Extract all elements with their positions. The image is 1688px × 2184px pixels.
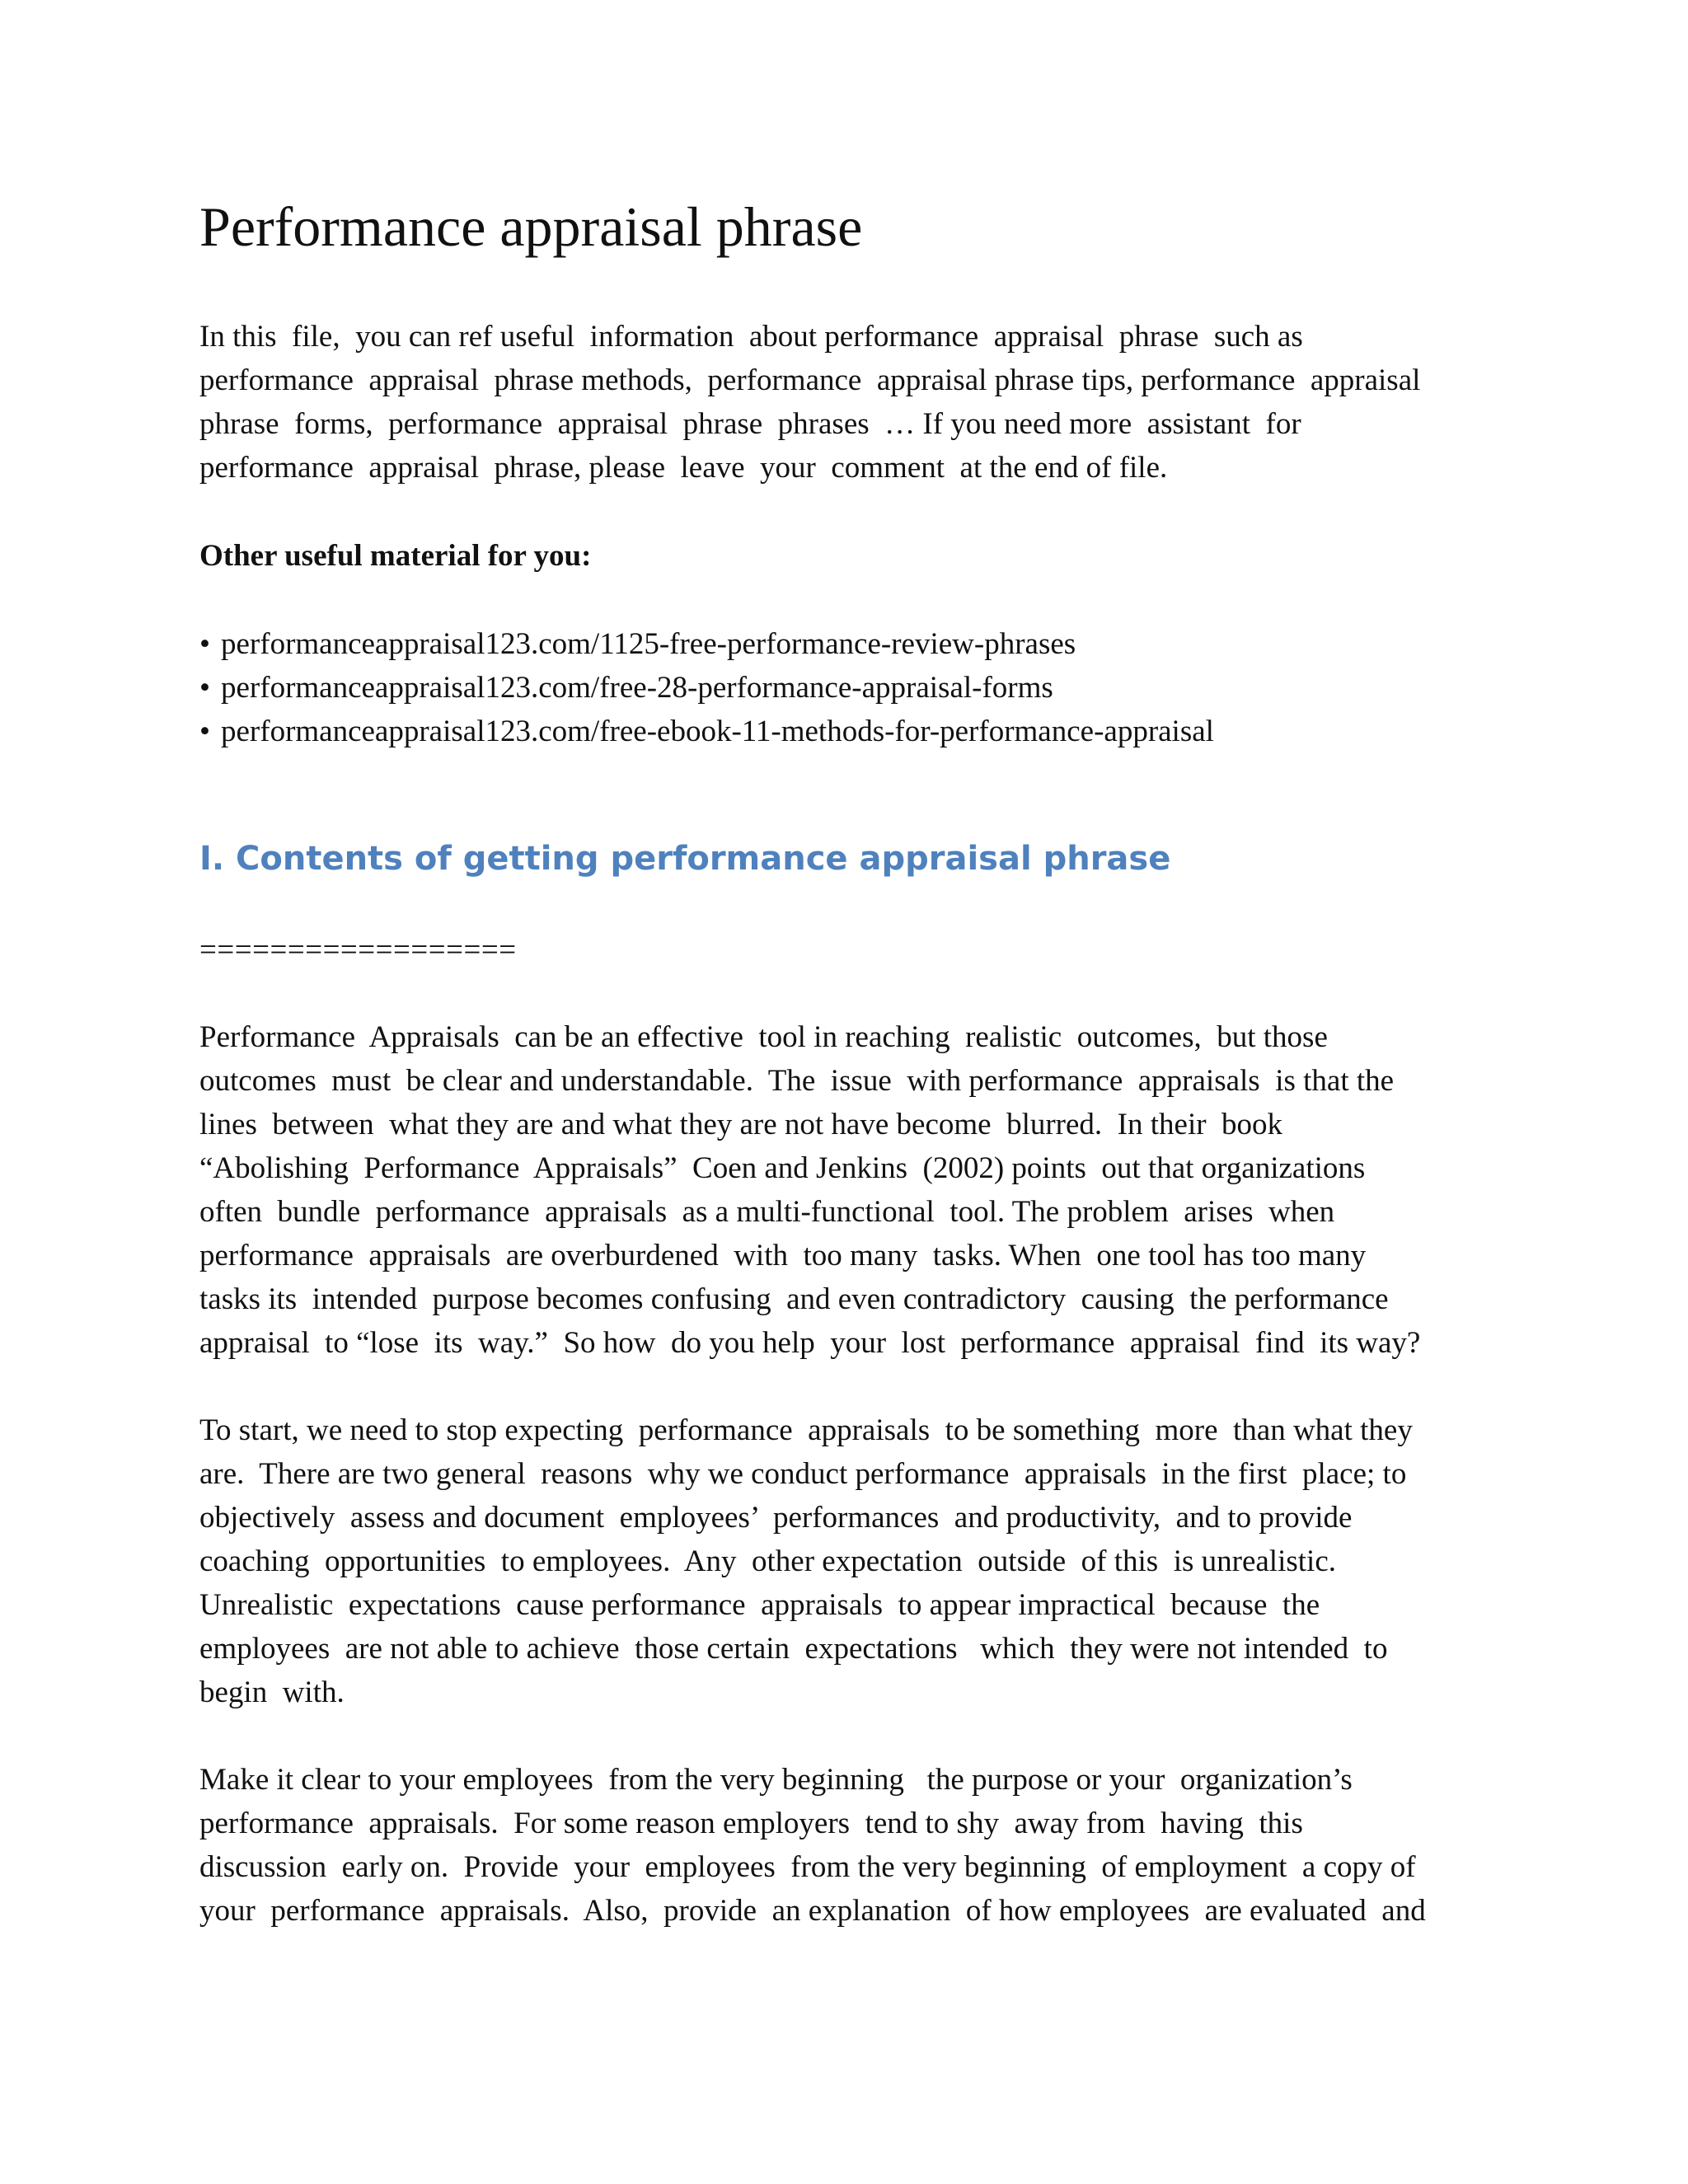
bullet-icon: •	[199, 715, 210, 748]
intro-line: performance appraisal phrase, please leave your comment at the end of file.	[199, 451, 1168, 485]
paragraph-line: employees are not able to achieve those certain expectations which they were not intended to	[199, 1632, 1388, 1666]
list-item[interactable]	[199, 666, 1502, 710]
bullet-icon: •	[199, 671, 210, 705]
paragraph-line: Unrealistic expectations cause performance appraisals to appear impractical because the	[199, 1588, 1320, 1622]
intro-paragraph	[199, 315, 1502, 490]
paragraph-line: appraisal to “lose its way.” So how do you help your lost performance appraisal find its way?	[199, 1326, 1421, 1360]
intro-line: In this file, you can ref useful information about performance appraisal phrase such as	[199, 320, 1303, 354]
paragraph-line: your performance appraisals. Also, provide an explanation of how employees are evaluated and	[199, 1894, 1426, 1928]
paragraph-line: often bundle performance appraisals as a multi-functional tool. The problem arises when	[199, 1195, 1335, 1229]
paragraph-line: coaching opportunities to employees. Any other expectation outside of this is unrealistic.	[199, 1544, 1336, 1578]
intro-line: performance appraisal phrase methods, performance appraisal phrase tips, performance appraisal	[199, 363, 1421, 397]
paragraph-line: objectively assess and document employees’ performances and productivity, and to provide	[199, 1501, 1353, 1535]
intro-line: phrase forms, performance appraisal phrase phrases … If you need more assistant for	[199, 407, 1301, 441]
paragraph-line: Performance Appraisals can be an effective tool in reaching realistic outcomes, but those	[199, 1020, 1328, 1054]
link-text[interactable]: performanceappraisal123.com/free-ebook-11-methods-for-performance-appraisal	[221, 715, 1214, 748]
paragraph-line: are. There are two general reasons why we conduct performance appraisals in the first place; to	[199, 1457, 1407, 1491]
section-heading: I. Contents of getting performance appraisal phrase	[199, 840, 1171, 878]
separator-line: ==================	[199, 933, 517, 967]
link-text[interactable]: performanceappraisal123.com/1125-free-performance-review-phrases	[221, 627, 1076, 661]
list-item[interactable]	[199, 622, 1502, 666]
list-item[interactable]	[199, 710, 1502, 753]
paragraph-line: begin with.	[199, 1675, 345, 1709]
paragraph-line: Make it clear to your employees from the very beginning the purpose or your organization’s	[199, 1763, 1353, 1797]
link-text[interactable]: performanceappraisal123.com/free-28-performance-appraisal-forms	[221, 671, 1053, 705]
paragraph-line: tasks its intended purpose becomes confusing and even contradictory causing the performance	[199, 1282, 1389, 1316]
useful-links-list	[199, 622, 1502, 753]
paragraph-line: performance appraisals are overburdened with too many tasks. When one tool has too many	[199, 1239, 1367, 1272]
bullet-icon: •	[199, 627, 210, 661]
document-content	[199, 190, 1502, 1933]
body-paragraph-2	[199, 1408, 1502, 1714]
document-title: Performance appraisal phrase	[199, 195, 863, 258]
paragraph-line: discussion early on. Provide your employees from the very beginning of employment a copy of	[199, 1850, 1416, 1884]
paragraph-line: “Abolishing Performance Appraisals” Coen and Jenkins (2002) points out that organizations	[199, 1151, 1366, 1185]
paragraph-line: To start, we need to stop expecting performance appraisals to be something more than what they	[199, 1413, 1413, 1447]
body-paragraph-3	[199, 1758, 1502, 1933]
paragraph-line: performance appraisals. For some reason employers tend to shy away from having this	[199, 1807, 1303, 1840]
paragraph-line: outcomes must be clear and understandable. The issue with performance appraisals is that the	[199, 1064, 1395, 1098]
body-paragraph-1	[199, 1015, 1502, 1365]
paragraph-line: lines between what they are and what they are not have become blurred. In their book	[199, 1108, 1283, 1141]
other-material-heading: Other useful material for you:	[199, 539, 592, 573]
